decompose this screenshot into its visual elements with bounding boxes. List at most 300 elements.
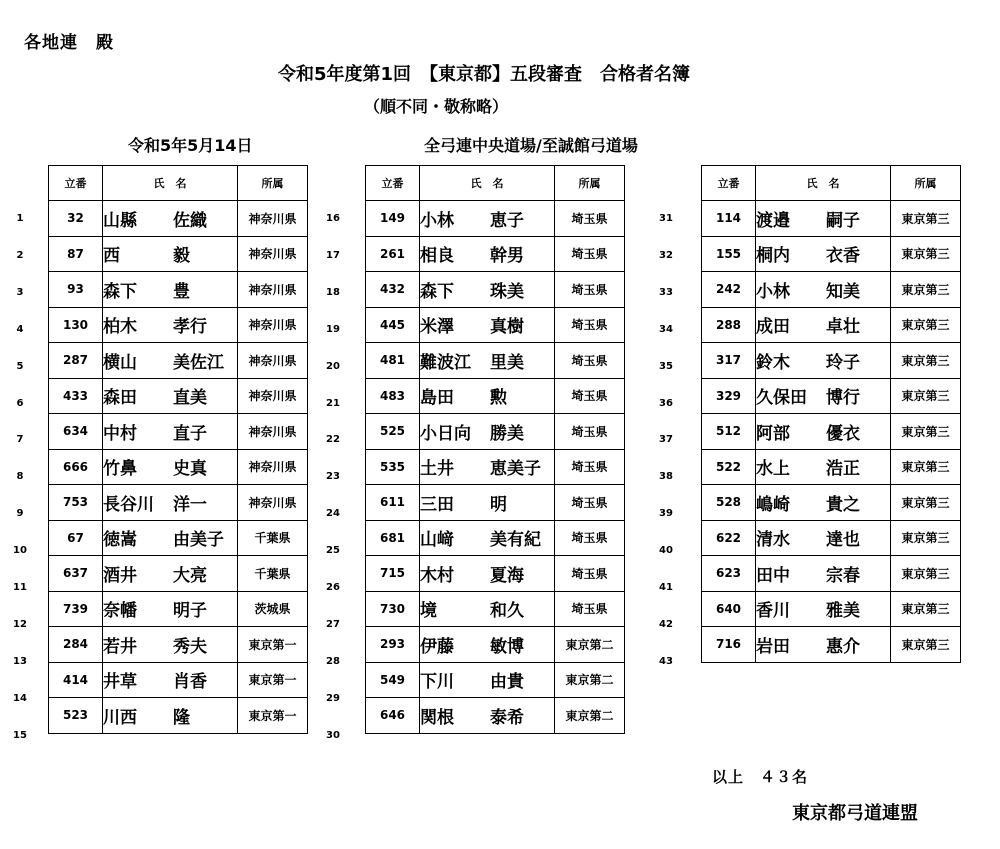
stand-number: 730 (366, 591, 420, 627)
stand-number: 284 (49, 627, 103, 663)
surname: 鈴木 (756, 352, 790, 373)
given-name: 幹男 (490, 246, 524, 267)
stand-number: 293 (366, 627, 420, 663)
given-name: 毅 (173, 246, 190, 267)
sequence-number: 23 (326, 471, 340, 483)
sequence-number: 20 (326, 360, 340, 372)
table-row (366, 272, 625, 308)
table-row (366, 449, 625, 485)
stand-number: 646 (366, 698, 420, 734)
person-name (103, 591, 238, 627)
sequence-number: 32 (659, 249, 673, 261)
sequence-number: 2 (16, 249, 24, 261)
stand-number: 640 (702, 591, 756, 627)
table-row (49, 201, 308, 237)
surname: 水上 (756, 459, 790, 480)
affiliation: 埼玉県 (555, 449, 625, 485)
person-name (420, 414, 555, 450)
stand-number: 67 (49, 520, 103, 556)
person-name (420, 378, 555, 414)
table-row (702, 627, 961, 663)
surname: 三田 (420, 494, 454, 515)
table-row (702, 201, 961, 237)
person-name (103, 414, 238, 450)
given-name: 秀夫 (173, 636, 207, 657)
person-name (420, 236, 555, 272)
surname: 若井 (103, 636, 137, 657)
roster-table-1 (48, 165, 308, 734)
surname: 川西 (103, 707, 137, 728)
surname: 小日向 (420, 423, 471, 444)
person-name (103, 236, 238, 272)
table-row (366, 698, 625, 734)
person-name (420, 591, 555, 627)
affiliation: 神奈川県 (238, 307, 308, 343)
given-name: 衣香 (826, 246, 860, 267)
sequence-number: 15 (13, 729, 27, 741)
stand-number: 523 (49, 698, 103, 734)
table-row (702, 414, 961, 450)
affiliation: 東京第三 (891, 414, 961, 450)
affiliation: 埼玉県 (555, 272, 625, 308)
given-name: 恵美子 (490, 459, 541, 480)
header-number: 立番 (49, 166, 103, 201)
given-name: 直子 (173, 423, 207, 444)
surname: 久保田 (756, 388, 807, 409)
person-name (756, 485, 891, 521)
stand-number: 445 (366, 307, 420, 343)
affiliation: 東京第三 (891, 627, 961, 663)
affiliation: 東京第二 (555, 698, 625, 734)
table-row (702, 520, 961, 556)
person-name (420, 698, 555, 734)
surname: 酒井 (103, 565, 137, 586)
surname: 中村 (103, 423, 137, 444)
person-name (756, 236, 891, 272)
table-row (366, 591, 625, 627)
stand-number: 483 (366, 378, 420, 414)
person-name (420, 662, 555, 698)
sequence-number: 26 (326, 582, 340, 593)
affiliation: 東京第三 (891, 449, 961, 485)
surname: 長谷川 (103, 494, 154, 515)
given-name: 玲子 (826, 352, 860, 373)
surname: 相良 (420, 246, 454, 267)
stand-number: 522 (702, 449, 756, 485)
table-row (702, 449, 961, 485)
given-name: 嗣子 (826, 210, 860, 231)
person-name (756, 449, 891, 485)
sequence-number: 13 (13, 655, 27, 667)
sequence-number: 25 (326, 545, 340, 557)
surname: 西 (103, 246, 120, 267)
stand-number: 622 (702, 520, 756, 556)
person-name (756, 556, 891, 592)
exam-date: 令和5年5月14日 (128, 136, 253, 155)
person-name (420, 449, 555, 485)
stand-number: 242 (702, 272, 756, 308)
affiliation: 埼玉県 (555, 591, 625, 627)
table-row (366, 378, 625, 414)
given-name: 勝美 (490, 423, 524, 444)
table-row (49, 485, 308, 521)
stand-number: 549 (366, 662, 420, 698)
person-name (103, 556, 238, 592)
stand-number: 637 (49, 556, 103, 592)
table-row (702, 485, 961, 521)
surname: 香川 (756, 601, 790, 622)
sequence-number: 7 (16, 434, 24, 446)
given-name: 貴之 (826, 494, 860, 515)
affiliation: 神奈川県 (238, 201, 308, 237)
surname: 伊藤 (420, 636, 454, 657)
person-name (420, 201, 555, 237)
table-header-row (49, 166, 308, 201)
person-name (420, 307, 555, 343)
stand-number: 317 (702, 343, 756, 379)
table-row (49, 414, 308, 450)
table-row (49, 556, 308, 592)
person-name (420, 485, 555, 521)
table-row (49, 591, 308, 627)
stand-number: 535 (366, 449, 420, 485)
person-name (420, 556, 555, 592)
surname: 渡邉 (756, 210, 790, 231)
sequence-number: 38 (659, 471, 673, 483)
given-name: 雅美 (826, 601, 860, 622)
sequence-number: 42 (659, 618, 673, 630)
header-name: 氏 名 (420, 166, 555, 201)
stand-number: 716 (702, 627, 756, 663)
stand-number: 681 (366, 520, 420, 556)
surname: 難波江 (420, 352, 471, 373)
stand-number: 739 (49, 591, 103, 627)
organization-name: 東京都弓道連盟 (792, 803, 918, 824)
surname: 井草 (103, 672, 137, 693)
sequence-number: 31 (659, 213, 673, 224)
table-row (366, 307, 625, 343)
sequence-number: 12 (13, 618, 27, 630)
affiliation: 東京第一 (238, 627, 308, 663)
given-name: 真樹 (490, 317, 524, 338)
surname: 横山 (103, 352, 137, 373)
given-name: 惠介 (826, 636, 860, 657)
table-row (702, 272, 961, 308)
person-name (756, 307, 891, 343)
table-row (49, 698, 308, 734)
given-name: 博行 (826, 388, 860, 409)
table-row (702, 307, 961, 343)
person-name (103, 343, 238, 379)
surname: 岩田 (756, 636, 790, 657)
given-name: 隆 (173, 707, 190, 728)
sequence-number: 17 (326, 249, 340, 261)
table-row (49, 449, 308, 485)
table-header-row (702, 166, 961, 201)
given-name: 泰希 (490, 707, 524, 728)
surname: 桐内 (756, 246, 790, 267)
sequence-number: 36 (659, 397, 673, 409)
surname: 下川 (420, 672, 454, 693)
sequence-number: 21 (326, 397, 340, 409)
affiliation: 東京第一 (238, 698, 308, 734)
stand-number: 329 (702, 378, 756, 414)
header-number: 立番 (702, 166, 756, 201)
sequence-number: 3 (16, 286, 24, 298)
affiliation: 東京第三 (891, 343, 961, 379)
header-name: 氏 名 (103, 166, 238, 201)
affiliation: 茨城県 (238, 591, 308, 627)
person-name (420, 343, 555, 379)
stand-number: 715 (366, 556, 420, 592)
surname: 境 (420, 601, 437, 622)
stand-number: 287 (49, 343, 103, 379)
affiliation: 埼玉県 (555, 236, 625, 272)
surname: 小林 (420, 210, 454, 231)
given-name: 浩正 (826, 459, 860, 480)
surname: 小林 (756, 281, 790, 302)
surname: 森下 (103, 281, 137, 302)
sequence-number: 19 (326, 323, 340, 335)
stand-number: 261 (366, 236, 420, 272)
sequence-number: 22 (326, 434, 340, 446)
affiliation: 埼玉県 (555, 307, 625, 343)
given-name: 美佐江 (173, 352, 224, 373)
stand-number: 155 (702, 236, 756, 272)
table-row (49, 627, 308, 663)
affiliation: 東京第二 (555, 662, 625, 698)
table-row (366, 201, 625, 237)
given-name: 珠美 (490, 281, 524, 302)
table-row (49, 662, 308, 698)
sequence-number: 24 (326, 508, 340, 520)
stand-number: 32 (49, 201, 103, 237)
sequence-number: 29 (326, 692, 340, 704)
person-name (420, 627, 555, 663)
stand-number: 414 (49, 662, 103, 698)
affiliation: 神奈川県 (238, 343, 308, 379)
affiliation: 神奈川県 (238, 414, 308, 450)
stand-number: 288 (702, 307, 756, 343)
given-name: 直美 (173, 388, 207, 409)
stand-number: 130 (49, 307, 103, 343)
stand-number: 433 (49, 378, 103, 414)
surname: 関根 (420, 707, 454, 728)
person-name (756, 414, 891, 450)
affiliation: 東京第三 (891, 378, 961, 414)
table-row (49, 520, 308, 556)
given-name: 大亮 (173, 565, 207, 586)
sequence-number: 18 (326, 286, 340, 298)
table-row (366, 236, 625, 272)
header-affiliation: 所属 (891, 166, 961, 201)
person-name (103, 378, 238, 414)
document-title: 令和5年度第1回 【東京都】五段審査 合格者名簿 (278, 64, 691, 85)
person-name (103, 662, 238, 698)
affiliation: 神奈川県 (238, 272, 308, 308)
affiliation: 東京第三 (891, 556, 961, 592)
table-row (366, 662, 625, 698)
table-row (366, 485, 625, 521)
sequence-number: 16 (326, 213, 340, 224)
given-name: 肖香 (173, 672, 207, 693)
sequence-number: 8 (16, 471, 24, 483)
stand-number: 623 (702, 556, 756, 592)
affiliation: 埼玉県 (555, 378, 625, 414)
given-name: 宗春 (826, 565, 860, 586)
sequence-number: 5 (16, 360, 24, 372)
person-name (756, 627, 891, 663)
table-row (49, 343, 308, 379)
surname: 木村 (420, 565, 454, 586)
affiliation: 東京第三 (891, 520, 961, 556)
table-row (366, 556, 625, 592)
affiliation: 埼玉県 (555, 414, 625, 450)
given-name: 優衣 (826, 423, 860, 444)
person-name (756, 272, 891, 308)
person-name (756, 591, 891, 627)
affiliation: 東京第三 (891, 236, 961, 272)
stand-number: 512 (702, 414, 756, 450)
person-name (420, 272, 555, 308)
stand-number: 634 (49, 414, 103, 450)
addressee: 各地連 殿 (24, 33, 114, 53)
table-row (49, 236, 308, 272)
affiliation: 埼玉県 (555, 201, 625, 237)
table-header-row (366, 166, 625, 201)
sequence-number: 35 (659, 360, 673, 372)
sequence-number: 30 (326, 729, 340, 741)
surname: 清水 (756, 530, 790, 551)
stand-number: 93 (49, 272, 103, 308)
table-row (366, 343, 625, 379)
table-row (702, 556, 961, 592)
sequence-number: 9 (16, 508, 24, 520)
given-name: 豊 (173, 281, 190, 302)
stand-number: 149 (366, 201, 420, 237)
given-name: 由美子 (173, 530, 224, 551)
sequence-number: 6 (16, 397, 24, 409)
table-row (49, 272, 308, 308)
given-name: 和久 (490, 601, 524, 622)
person-name (756, 520, 891, 556)
surname: 田中 (756, 565, 790, 586)
given-name: 美有紀 (490, 530, 541, 551)
sequence-number: 40 (659, 545, 673, 557)
header-name: 氏 名 (756, 166, 891, 201)
surname: 嶋崎 (756, 494, 790, 515)
total-count: 以上 ４３名 (712, 768, 809, 786)
person-name (756, 201, 891, 237)
person-name (103, 520, 238, 556)
header-number: 立番 (366, 166, 420, 201)
given-name: 知美 (826, 281, 860, 302)
given-name: 敏博 (490, 636, 524, 657)
affiliation: 埼玉県 (555, 485, 625, 521)
given-name: 里美 (490, 352, 524, 373)
table-row (366, 520, 625, 556)
table-row (49, 378, 308, 414)
person-name (103, 485, 238, 521)
affiliation: 東京第三 (891, 307, 961, 343)
affiliation: 東京第三 (891, 591, 961, 627)
surname: 徳嵩 (103, 530, 137, 551)
surname: 成田 (756, 317, 790, 338)
affiliation: 東京第三 (891, 272, 961, 308)
sequence-number: 11 (13, 582, 27, 593)
affiliation: 東京第二 (555, 627, 625, 663)
stand-number: 528 (702, 485, 756, 521)
given-name: 史真 (173, 459, 207, 480)
table-row (366, 414, 625, 450)
sequence-number: 1 (16, 213, 24, 224)
affiliation: 埼玉県 (555, 520, 625, 556)
stand-number: 87 (49, 236, 103, 272)
given-name: 明子 (173, 601, 207, 622)
roster-table-3 (701, 165, 961, 663)
given-name: 夏海 (490, 565, 524, 586)
affiliation: 神奈川県 (238, 485, 308, 521)
sequence-number: 14 (13, 692, 27, 704)
surname: 山縣 (103, 210, 137, 231)
given-name: 佐織 (173, 210, 207, 231)
affiliation: 東京第三 (891, 201, 961, 237)
sequence-number: 37 (659, 434, 673, 446)
affiliation: 神奈川県 (238, 378, 308, 414)
person-name (420, 520, 555, 556)
surname: 米澤 (420, 317, 454, 338)
person-name (103, 272, 238, 308)
person-name (103, 449, 238, 485)
sequence-number: 33 (659, 286, 673, 298)
stand-number: 611 (366, 485, 420, 521)
affiliation: 埼玉県 (555, 343, 625, 379)
table-row (366, 627, 625, 663)
given-name: 明 (490, 494, 507, 515)
given-name: 洋一 (173, 494, 207, 515)
affiliation: 東京第一 (238, 662, 308, 698)
stand-number: 481 (366, 343, 420, 379)
stand-number: 666 (49, 449, 103, 485)
order-note: （順不同・敬称略） (364, 97, 509, 116)
sequence-number: 28 (326, 655, 340, 667)
person-name (103, 201, 238, 237)
header-affiliation: 所属 (238, 166, 308, 201)
stand-number: 114 (702, 201, 756, 237)
given-name: 卓壮 (826, 317, 860, 338)
person-name (756, 378, 891, 414)
person-name (756, 343, 891, 379)
given-name: 達也 (826, 530, 860, 551)
sequence-number: 34 (659, 323, 673, 335)
sequence-number: 39 (659, 508, 673, 520)
sequence-number: 4 (16, 323, 24, 335)
roster-table-2 (365, 165, 625, 734)
surname: 阿部 (756, 423, 790, 444)
sequence-number: 27 (326, 618, 340, 630)
surname: 島田 (420, 388, 454, 409)
affiliation: 千葉県 (238, 520, 308, 556)
sequence-number: 41 (659, 582, 673, 593)
surname: 山﨑 (420, 530, 454, 551)
given-name: 勲 (490, 388, 507, 409)
table-row (702, 343, 961, 379)
surname: 竹鼻 (103, 459, 137, 480)
header-affiliation: 所属 (555, 166, 625, 201)
stand-number: 525 (366, 414, 420, 450)
exam-venue: 全弓連中央道場/至誠館弓道場 (424, 136, 638, 155)
stand-number: 753 (49, 485, 103, 521)
